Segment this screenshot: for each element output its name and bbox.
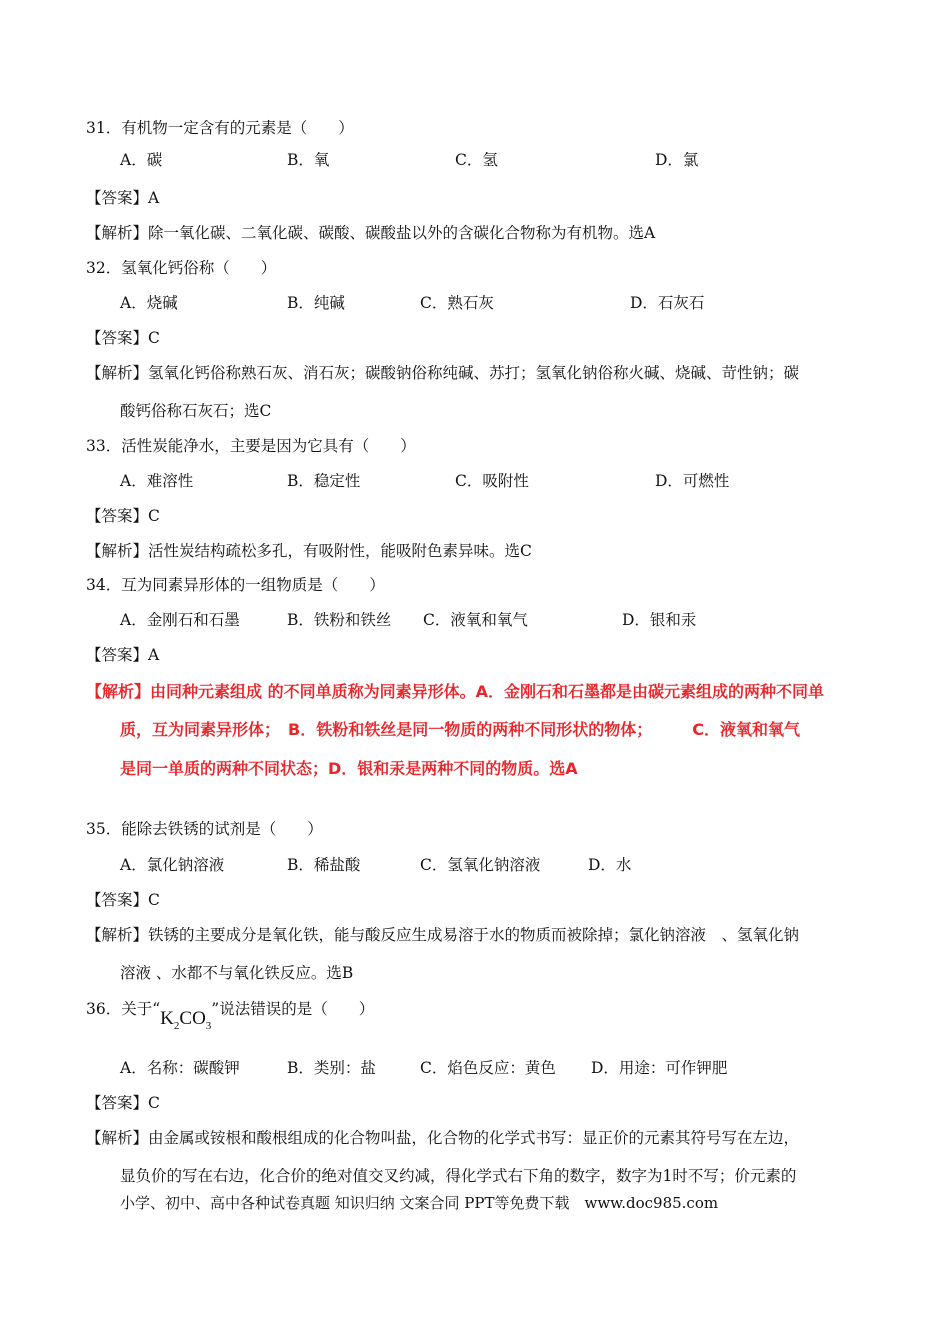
q36-answer: 【答案】C (86, 1094, 160, 1112)
q35-analysis-line-2: 溶液 、水都不与氧化铁反应。选B (120, 964, 354, 982)
q34-analysis-line-2: 质，互为同素异形体； B．铁粉和铁丝是同一物质的两种不同形状的物体； C．液氧和氧气 (120, 720, 800, 739)
q31-option-c: C．氢 (455, 151, 498, 169)
q31-option-b: B．氧 (287, 151, 330, 169)
q33-answer: 【答案】C (86, 507, 160, 525)
q32-option-a: A．烧碱 (120, 294, 178, 312)
formula-co: CO (179, 1008, 206, 1029)
q31-analysis-line-1: 【解析】除一氧化碳、二氧化碳、碳酸、碳酸盐以外的含碳化合物称为有机物。选A (86, 224, 656, 242)
q32-analysis-line-2: 酸钙俗称石灰石；选C (120, 402, 272, 420)
q31-option-d: D．氯 (655, 151, 699, 169)
q35-option-c: C．氢氧化钠溶液 (420, 856, 541, 874)
q31-answer: 【答案】A (86, 189, 160, 207)
q34-answer: 【答案】A (86, 646, 160, 664)
q33-option-d: D．可燃性 (655, 472, 730, 490)
q33-option-c: C．吸附性 (455, 472, 529, 490)
q36-stem-prefix: 36．关于“ (86, 1000, 161, 1018)
q34-analysis-line-3: 是同一单质的两种不同状态；D．银和汞是两种不同的物质。选A (120, 759, 578, 778)
formula-k-sub: 2 (173, 1019, 180, 1032)
potassium-carbonate-formula (160, 1008, 212, 1032)
q36-stem-suffix: ”说法错误的是（ ） (211, 1000, 375, 1018)
q35-answer: 【答案】C (86, 891, 160, 909)
q36-analysis-line-1: 【解析】由金属或铵根和酸根组成的化合物叫盐，化合物的化学式书写：显正价的元素其符号写在左边， (86, 1129, 800, 1147)
question-35-stem: 35．能除去铁锈的试剂是（ ） (86, 820, 323, 838)
q32-answer: 【答案】C (86, 329, 160, 347)
question-31-stem: 31．有机物一定含有的元素是（ ） (86, 119, 354, 137)
q34-option-d: D．银和汞 (622, 611, 697, 629)
q36-option-c: C．焰色反应：黄色 (420, 1059, 556, 1077)
question-36-stem (86, 999, 375, 1032)
q32-analysis-line-1: 【解析】氢氧化钙俗称熟石灰、消石灰；碳酸钠俗称纯碱、苏打；氢氧化钠俗称火碱、烧碱、苛性钠；碳 (86, 364, 800, 382)
q34-analysis-line-1: 【解析】由同种元素组成 的不同单质称为同素异形体。A．金刚石和石墨都是由碳元素组成的两种不同单 (86, 682, 824, 701)
q36-analysis-line-2: 显负价的写在右边，化合价的绝对值交叉约减，得化学式右下角的数字，数字为1时不写；价元素的 (120, 1167, 797, 1185)
q34-option-b: B．铁粉和铁丝 (287, 611, 392, 629)
q34-option-a: A．金刚石和石墨 (120, 611, 240, 629)
q35-option-b: B．稀盐酸 (287, 856, 361, 874)
q35-option-a: A．氯化钠溶液 (120, 856, 225, 874)
q36-option-a: A．名称：碳酸钾 (120, 1059, 240, 1077)
q35-option-d: D．水 (588, 856, 632, 874)
question-33-stem: 33．活性炭能净水，主要是因为它具有（ ） (86, 437, 416, 455)
q32-option-d: D．石灰石 (630, 294, 705, 312)
q33-analysis-line-1: 【解析】活性炭结构疏松多孔，有吸附性，能吸附色素异味。选C (86, 542, 532, 560)
q35-analysis-line-1: 【解析】铁锈的主要成分是氧化铁，能与酸反应生成易溶于水的物质而被除掉；氯化钠溶液 、氢氧化钠 (86, 926, 800, 944)
q34-option-c: C．液氧和氧气 (423, 611, 528, 629)
q33-option-b: B．稳定性 (287, 472, 361, 490)
formula-co-sub: 3 (205, 1019, 212, 1032)
q36-option-b: B．类别：盐 (287, 1059, 376, 1077)
formula-k: K (160, 1008, 174, 1029)
q33-option-a: A．难溶性 (120, 472, 194, 490)
q36-option-d: D．用途：可作钾肥 (591, 1059, 728, 1077)
page-footer: 小学、初中、高中各种试卷真题 知识归纳 文案合同 PPT等免费下载 www.doc985.com (120, 1194, 719, 1212)
q32-option-c: C．熟石灰 (420, 294, 494, 312)
q31-option-a: A．碳 (120, 151, 163, 169)
q32-option-b: B．纯碱 (287, 294, 345, 312)
question-34-stem: 34．互为同素异形体的一组物质是（ ） (86, 576, 385, 594)
question-32-stem: 32．氢氧化钙俗称（ ） (86, 259, 277, 277)
